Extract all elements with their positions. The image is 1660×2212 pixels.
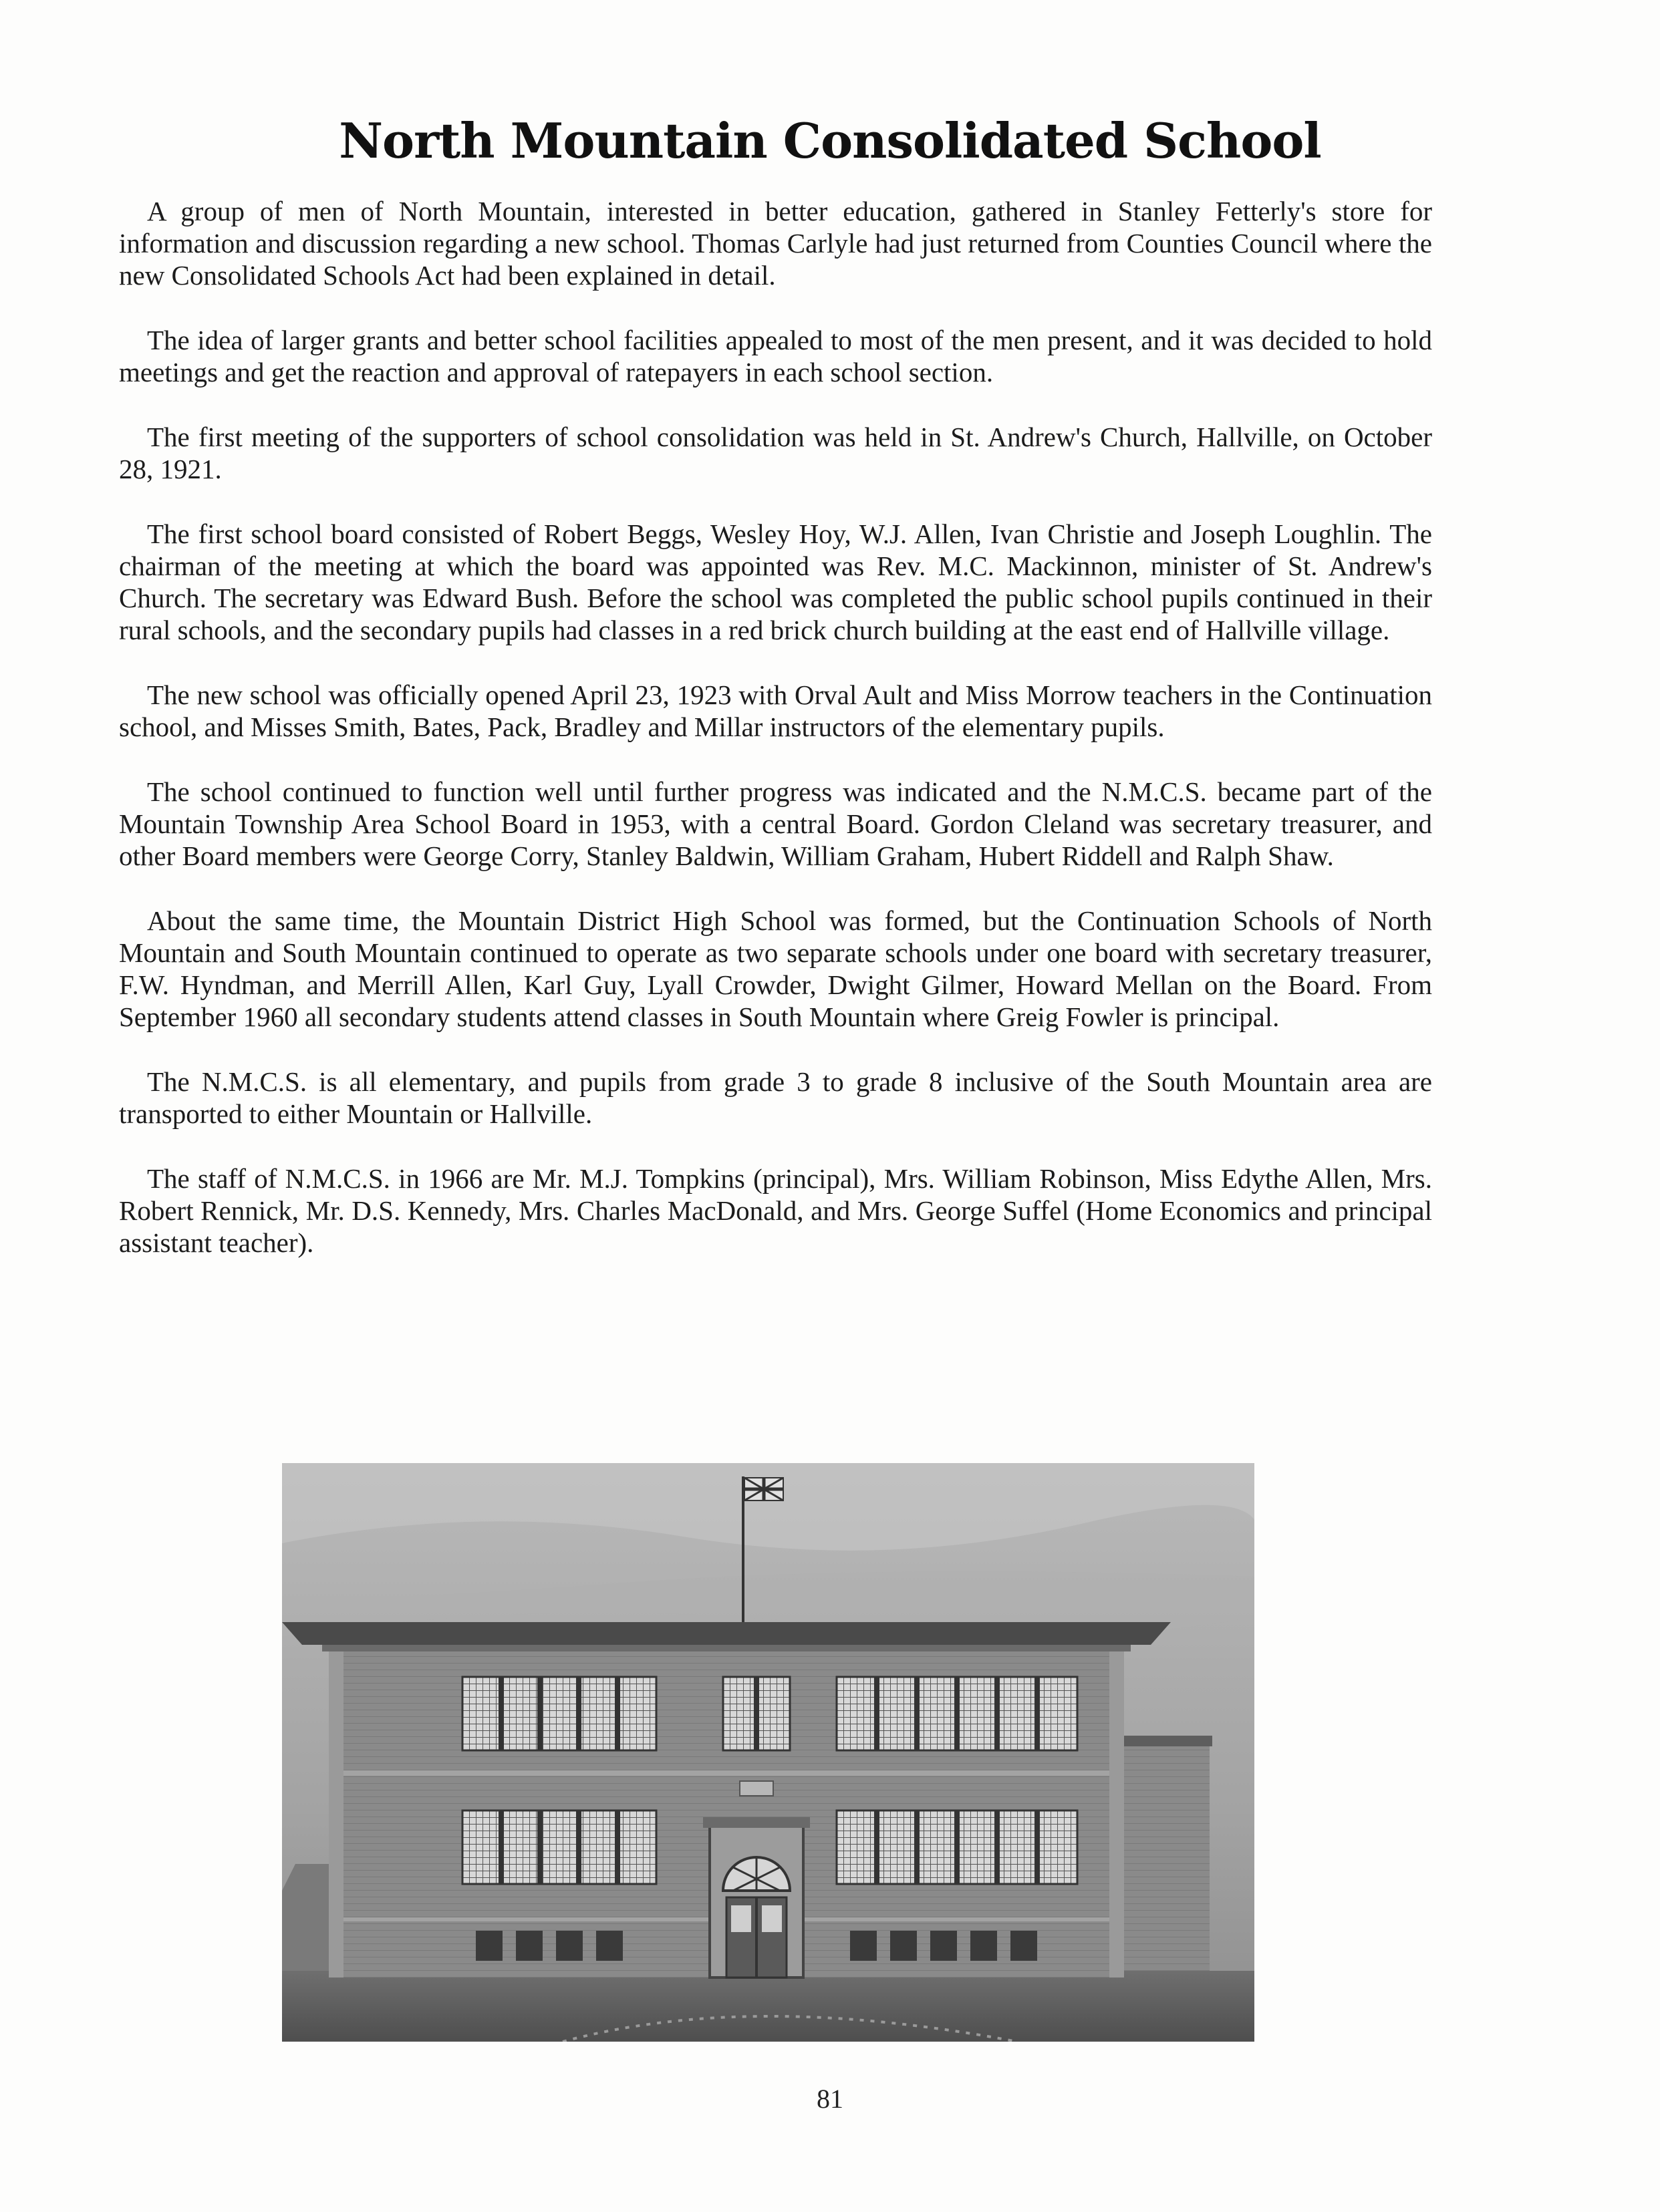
paragraph-2: The idea of larger grants and better school facilities appealed to most of the men present, and it was decided to hold meetings and get the reaction and approval of ratepayers in each school section. — [119, 325, 1432, 387]
page-number: 81 — [817, 2084, 843, 2114]
upper-windows-left — [462, 1677, 656, 1750]
paragraph-9: The staff of N.M.C.S. in 1966 are Mr. M.J. Tompkins (principal), Mrs. William Robinson, Miss Edythe Allen, Mrs. Robert Rennick, Mr. D.S. Kennedy, Mrs. Charles MacDonald, and Mrs. George Suffel (Home Economics and principal assistant teacher). — [119, 1163, 1432, 1258]
paragraph-7: About the same time, the Mountain District High School was formed, but the Continuation Schools of North Mountain and South Mountain continued to operate as two separate schools under one board with secretary treasurer, F.W. Hyndman, and Merrill Allen, Karl Guy, Lyall Crowder, Dwight Gilmer, Howard Mellan on the Board. From September 1960 all secondary students attend classes in South Mountain where Greig Fowler is principal. — [119, 905, 1432, 1032]
roof-cornice — [282, 1622, 1171, 1645]
school-building-photo — [282, 1463, 1254, 2042]
ground — [282, 1971, 1254, 2042]
school-building-illustration — [282, 1463, 1254, 2042]
paragraph-6: The school continued to function well until further progress was indicated and the N.M.C.S. became part of the Mountain Township Area School Board in 1953, with a central Board. Gordon Cleland was secretary treasurer, and other Board members were George Corry, Stanley Baldwin, William Graham, Hubert Riddell and Ralph Shaw. — [119, 776, 1432, 871]
paragraph-4: The first school board consisted of Robert Beggs, Wesley Hoy, W.J. Allen, Ivan Christie and Joseph Loughlin. The chairman of the meeting at which the board was appointed was Rev. M.C. Mackinnon, minister of St. Andrew's Church. The secretary was Edward Bush. Before the school was completed the public school pupils continued in their rural schools, and the secondary pupils had classes in a red brick church building at the east end of Hallville village. — [119, 518, 1432, 645]
lower-windows-left — [462, 1810, 656, 1884]
front-entrance — [703, 1817, 810, 1978]
lower-windows-right — [837, 1810, 1077, 1884]
page-title: North Mountain Consolidated School — [339, 112, 1321, 169]
paragraph-5: The new school was officially opened April 23, 1923 with Orval Ault and Miss Morrow teachers in the Continuation school, and Misses Smith, Bates, Pack, Bradley and Millar instructors of the elementary pupils. — [119, 679, 1432, 742]
article-body — [119, 195, 1432, 1291]
flag — [744, 1478, 783, 1500]
paragraph-8: The N.M.C.S. is all elementary, and pupils from grade 3 to grade 8 inclusive of the South Mountain area are transported to either Mountain or Hallville. — [119, 1066, 1432, 1129]
side-wing — [1116, 1744, 1210, 1984]
upper-windows-right — [837, 1677, 1077, 1750]
paragraph-3: The first meeting of the supporters of school consolidation was held in St. Andrew's Church, Hallville, on October 28, 1921. — [119, 422, 1432, 484]
paragraph-1: A group of men of North Mountain, interested in better education, gathered in Stanley Fetterly's store for information and discussion regarding a new school. Thomas Carlyle had just returned from Counties Council where the new Consolidated Schools Act had been explained in detail. — [119, 196, 1432, 291]
